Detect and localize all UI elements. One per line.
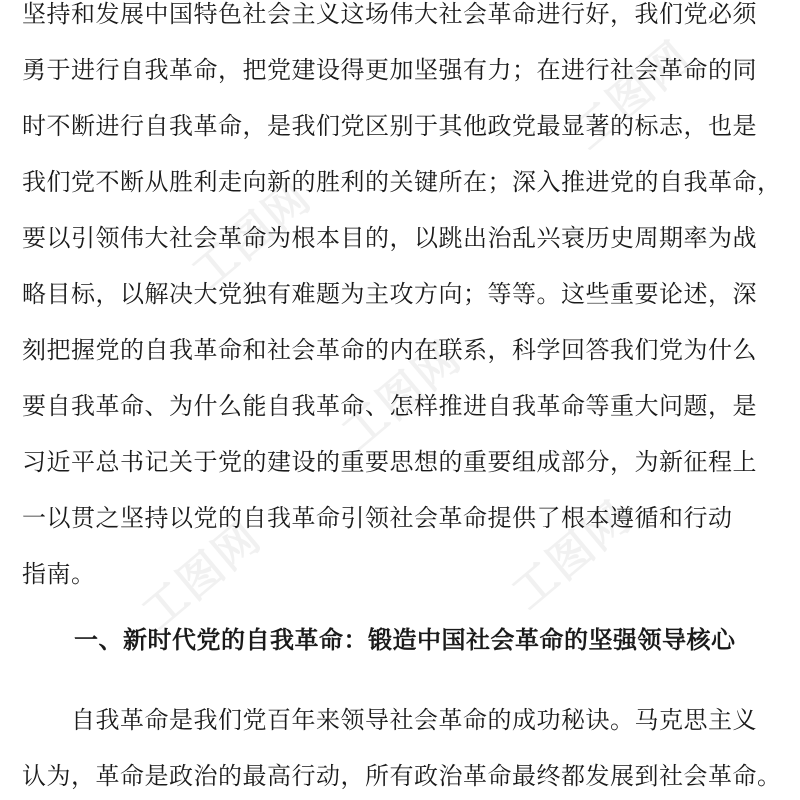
text-line: 指南。: [22, 560, 96, 588]
watermark: 工图网: [332, 331, 472, 460]
watermark: 工图网: [562, 31, 702, 160]
text-line: 要以引领伟大社会革命为根本目的，以跳出治乱兴衰历史周期率为战: [22, 224, 757, 252]
text-line: 一以贯之坚持以党的自我革命引领社会革命提供了根本遵循和行动: [22, 504, 733, 532]
section-heading: 一、新时代党的自我革命：锻造中国社会革命的坚强领导核心: [74, 626, 736, 654]
text-line: 要自我革命、为什么能自我革命、怎样推进自我革命等重大问题，是: [22, 392, 757, 420]
text-line: 时不断进行自我革命，是我们党区别于其他政党最显著的标志，也是: [22, 112, 757, 140]
watermark: 工图网: [132, 511, 272, 640]
body-paragraph-1: [22, 0, 780, 602]
text-line: 略目标，以解决大党独有难题为主攻方向；等等。这些重要论述，深: [22, 280, 757, 308]
text-line: 坚持和发展中国特色社会主义这场伟大社会革命进行好，我们党必须: [22, 0, 757, 28]
text-line: 认为，革命是政治的最高行动，所有政治革命最终都发展到社会革命。: [22, 762, 782, 790]
watermark: 工图网: [182, 171, 322, 300]
text-line: 自我革命是我们党百年来领导社会革命的成功秘诀。马克思主义: [22, 706, 757, 734]
body-paragraph-2: [22, 692, 780, 800]
text-line: 勇于进行自我革命，把党建设得更加坚强有力；在进行社会革命的同: [22, 56, 757, 84]
text-line: 我们党不断从胜利走向新的胜利的关键所在；深入推进党的自我革命，: [22, 168, 782, 196]
text-line: 习近平总书记关于党的建设的重要思想的重要组成部分，为新征程上: [22, 448, 757, 476]
watermark: 工图网: [502, 491, 642, 620]
text-line: 刻把握党的自我革命和社会革命的内在联系，科学回答我们党为什么: [22, 336, 757, 364]
